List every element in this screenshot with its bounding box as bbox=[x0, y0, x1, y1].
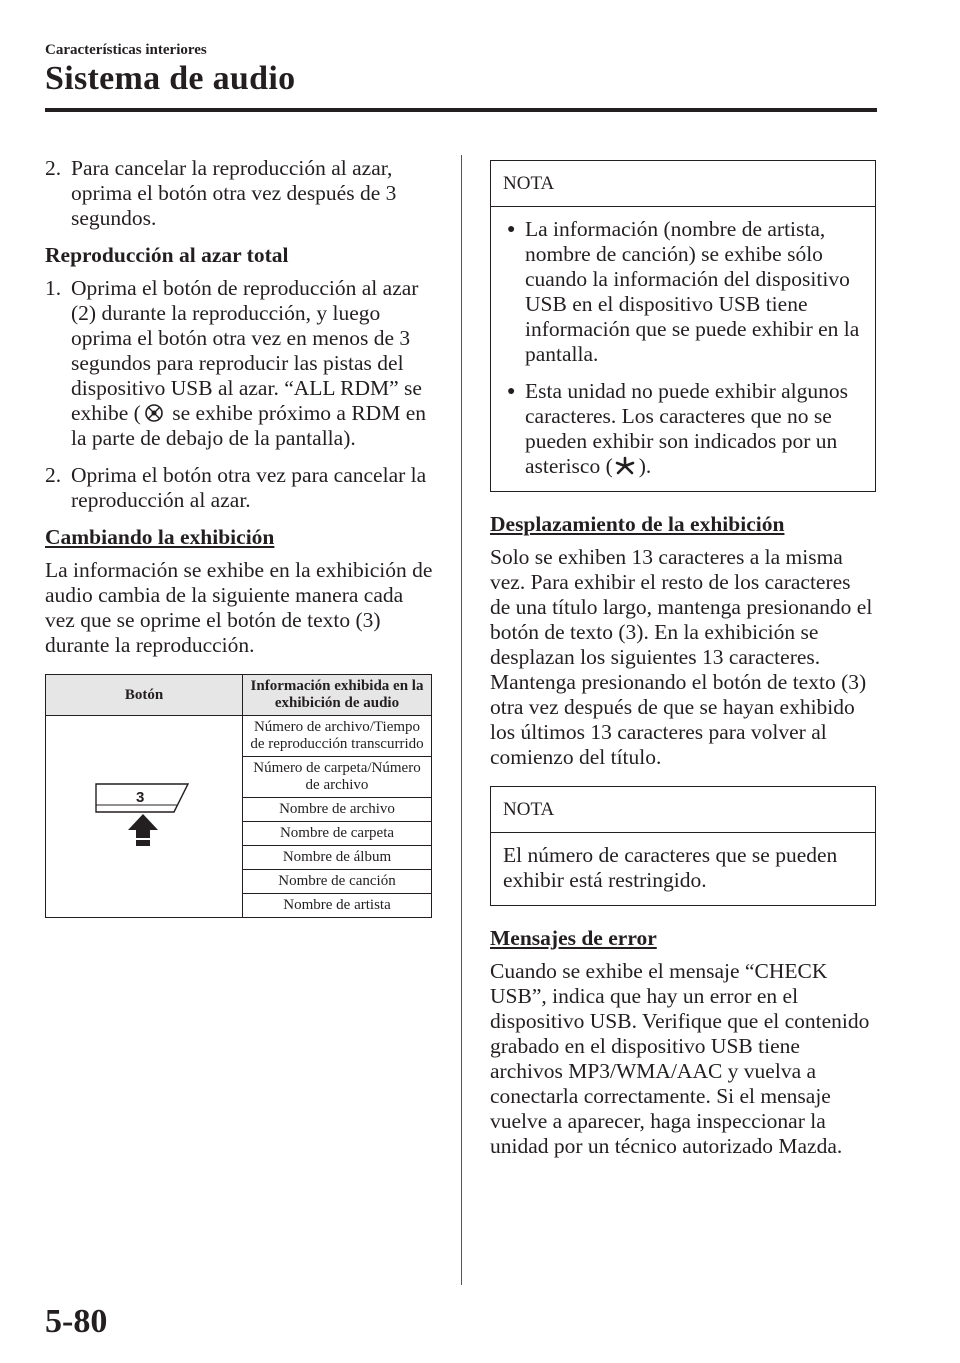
table-row: Número de carpeta/Número de archivo bbox=[243, 757, 432, 798]
bullet-icon: ● bbox=[507, 222, 516, 237]
table-row: Número de archivo/Tiempo de reproducción transcurrido bbox=[243, 716, 432, 757]
bullet-text: La información (nombre de artista, nombre de canción) se exhibe sólo cuando la información del dispositivo USB en el dispositivo USB tiene información que se puede exhibir en la pantalla. bbox=[525, 217, 860, 366]
step-text: Oprima el botón otra vez para cancelar la reproducción al azar. bbox=[71, 463, 427, 512]
step-cancel-random bbox=[45, 156, 435, 231]
step-text-part-b: se exhibe próximo a RDM en la parte de debajo de la pantalla). bbox=[71, 401, 426, 450]
bullet-text-part-b: ). bbox=[638, 454, 652, 478]
table-header-info: Información exhibida en la exhibición de audio bbox=[243, 675, 432, 716]
section-paragraph: Solo se exhiben 13 caracteres a la misma vez. Para exhibir el resto de los caracteres de una título largo, mantenga presionando el botón de texto (3). En la exhibición se desplazan los siguientes 13 caracteres. Mantenga presionando el botón de texto (3) otra vez después de que se hayan exhibido los últimos 13 caracteres para volver al comienzo del título. bbox=[490, 545, 873, 769]
display-info-table bbox=[45, 674, 432, 918]
table-row: Nombre de carpeta bbox=[243, 822, 432, 846]
section-paragraph: La información se exhibe en la exhibición de audio cambia de la siguiente manera cada vez que se oprime el botón de texto (3) durante la reproducción. bbox=[45, 558, 433, 657]
step-number: 2. bbox=[45, 463, 62, 487]
column-divider bbox=[461, 155, 462, 1285]
step-number: 2. bbox=[45, 156, 62, 180]
bullet-text-part-a: Esta unidad no puede exhibir algunos caracteres. Los caracteres que no se pueden exhibir son indicados por un asterisco ( bbox=[525, 379, 849, 478]
table-header-button: Botón bbox=[46, 675, 243, 716]
button-number-label: 3 bbox=[136, 789, 145, 806]
note-title: NOTA bbox=[491, 161, 875, 207]
left-column bbox=[45, 156, 435, 918]
note-box-2 bbox=[490, 786, 876, 906]
table-row: Nombre de canción bbox=[243, 870, 432, 894]
press-arrow-icon bbox=[128, 814, 158, 846]
page-title: Sistema de audio bbox=[45, 60, 296, 97]
section-paragraph: Cuando se exhibe el mensaje “CHECK USB”, indica que hay un error en el dispositivo USB. Verifique que el contenido grabado en el dispositivo USB tiene archivos MP3/WMA/AAC y vuelva a conectarla correctamente. Si el mensaje vuelve a aparecer, haga inspeccionar la unidad por un técnico autorizado Mazda. bbox=[490, 959, 870, 1158]
table-row: Nombre de álbum bbox=[243, 846, 432, 870]
note-box-1 bbox=[490, 160, 876, 492]
section-heading-errors: Mensajes de error bbox=[490, 926, 657, 950]
note-text: El número de caracteres que se pueden exhibir está restringido. bbox=[503, 843, 838, 892]
right-column bbox=[490, 160, 876, 1175]
step-text bbox=[71, 276, 435, 451]
text-button-cell bbox=[46, 716, 243, 918]
table-row: Nombre de artista bbox=[243, 894, 432, 918]
step-press-random bbox=[45, 276, 435, 451]
asterisk-icon bbox=[615, 456, 637, 476]
note-body bbox=[491, 207, 875, 491]
header-rule bbox=[45, 108, 877, 112]
step-text: Para cancelar la reproducción al azar, oprima el botón otra vez después de 3 segundos. bbox=[71, 156, 397, 230]
random-disc-icon bbox=[143, 403, 165, 423]
page-number: 5-80 bbox=[45, 1303, 108, 1340]
step-cancel-total-random bbox=[45, 463, 435, 513]
text-button-illustration bbox=[84, 776, 204, 852]
step-number: 1. bbox=[45, 276, 62, 300]
bullet-icon: ● bbox=[507, 384, 516, 399]
table-row: Nombre de archivo bbox=[243, 798, 432, 822]
section-heading-changing-display: Cambiando la exhibición bbox=[45, 525, 275, 549]
bullet-text bbox=[525, 379, 863, 479]
step-text-part-a: Oprima el botón de reproducción al azar (2) durante la reproducción, y luego oprima el botón otra vez en menos de 3 segundos para reproducir las pistas del dispositivo USB al azar. “ALL RDM” se exhibe ( bbox=[71, 276, 422, 425]
section-label: Características interiores bbox=[45, 42, 207, 58]
subheading-total-random: Reproducción al azar total bbox=[45, 243, 289, 267]
list-item bbox=[503, 379, 863, 479]
note-title: NOTA bbox=[491, 787, 875, 833]
list-item bbox=[503, 217, 863, 367]
section-heading-scroll: Desplazamiento de la exhibición bbox=[490, 512, 785, 536]
